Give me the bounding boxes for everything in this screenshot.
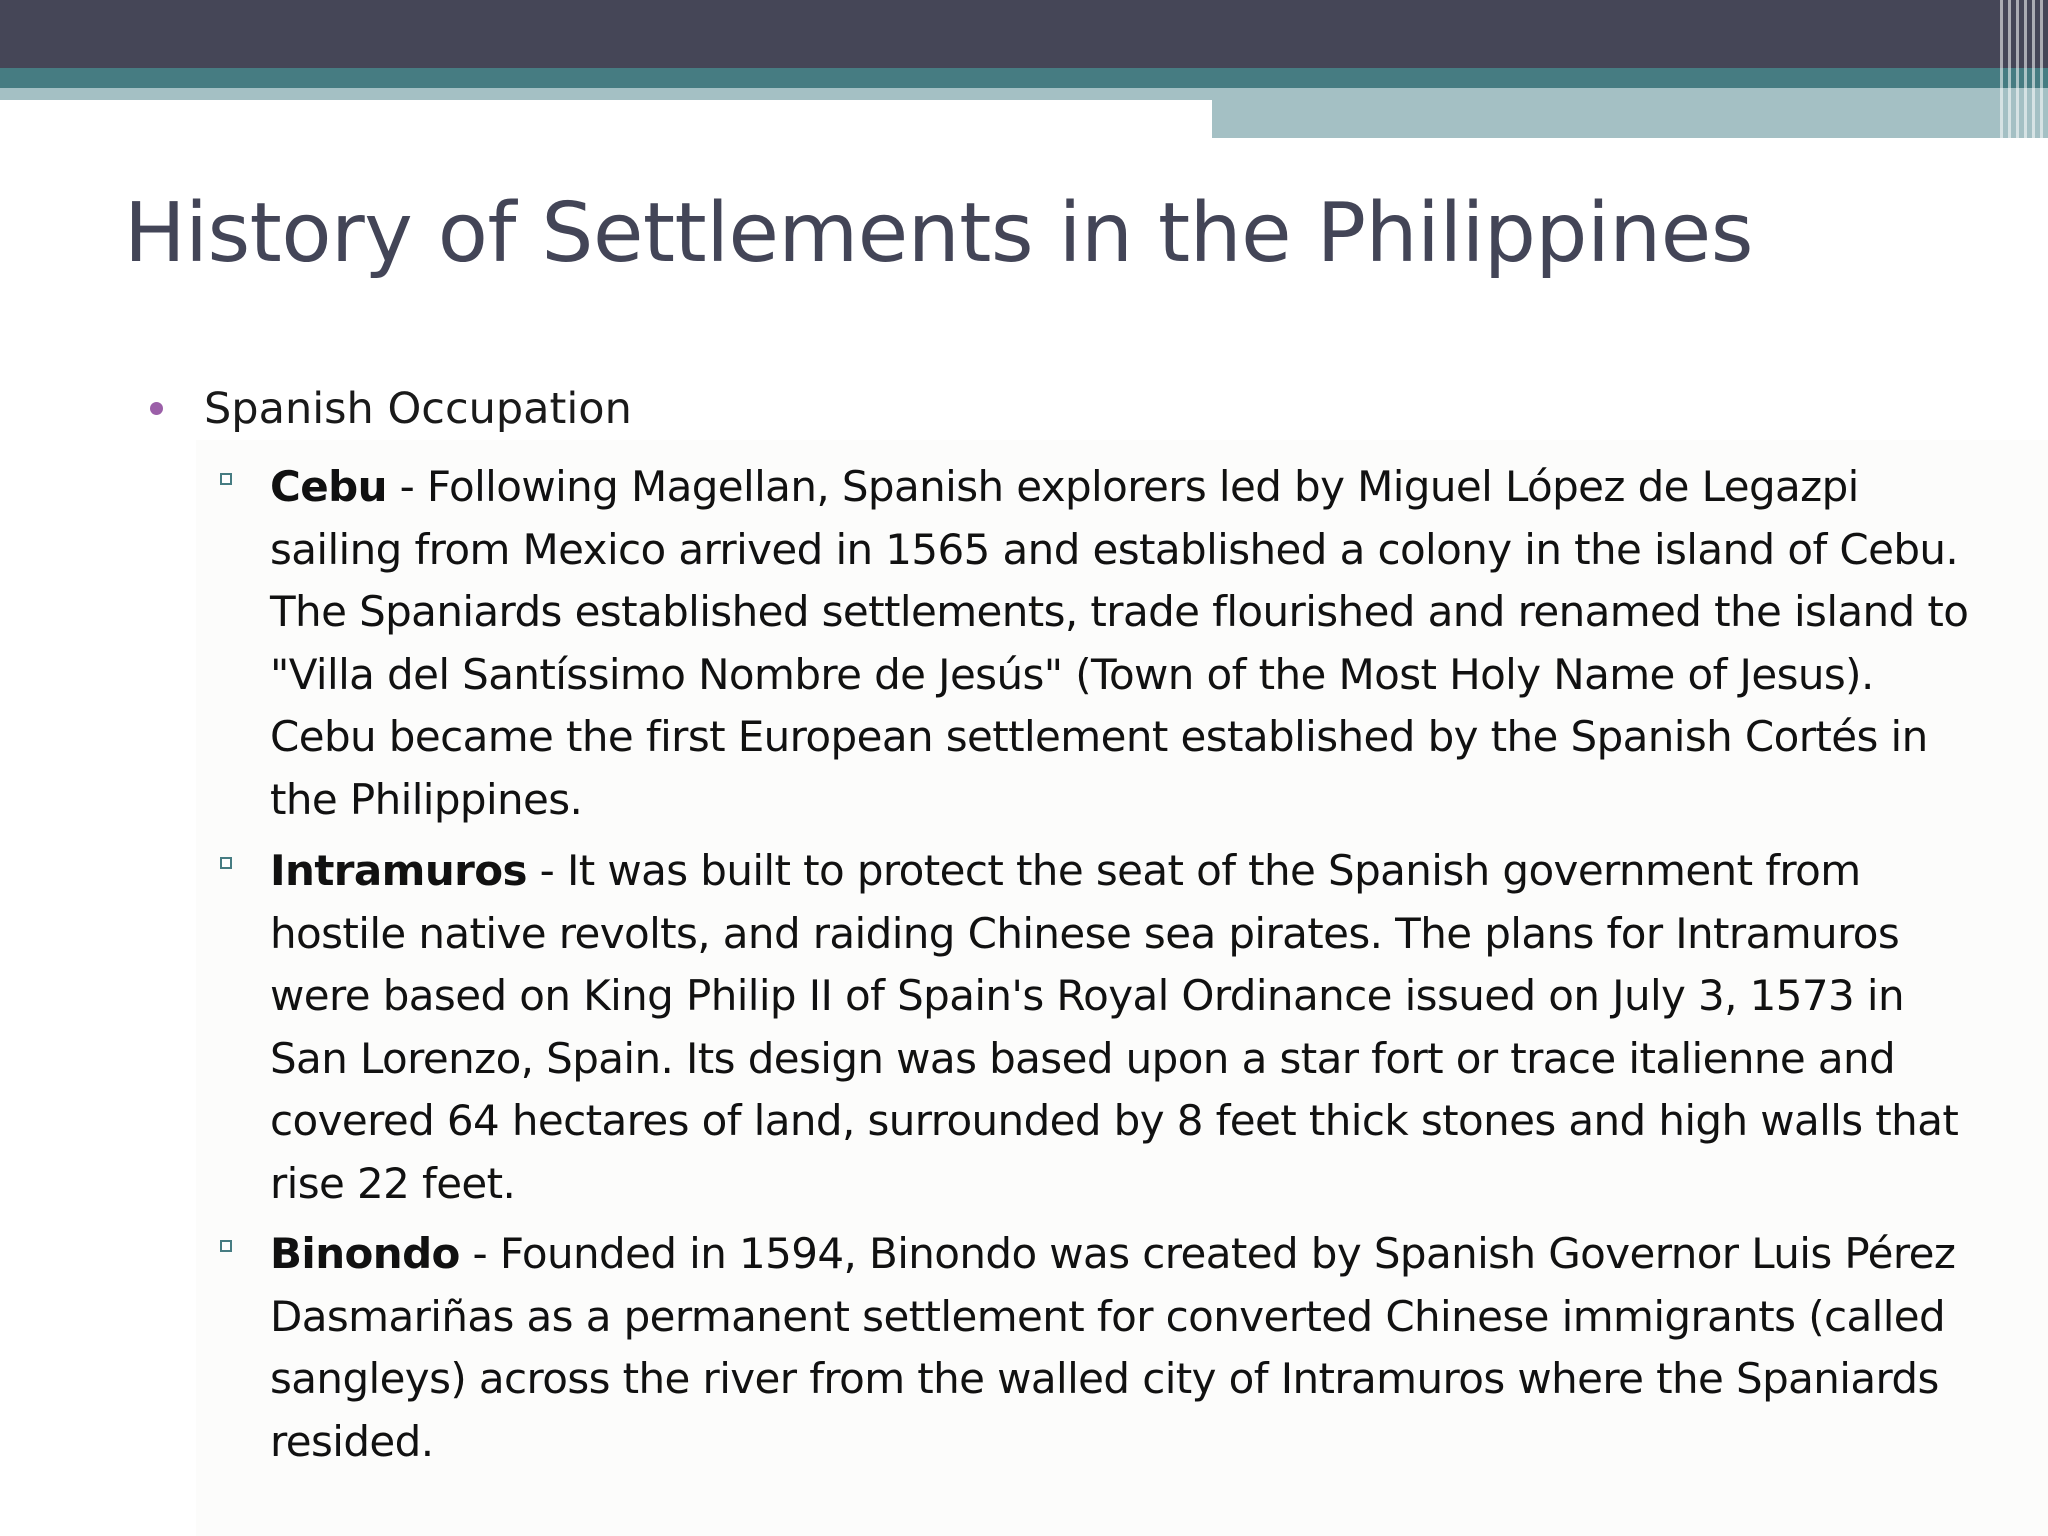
square-bullet-icon (220, 1240, 232, 1252)
bullet-binondo (270, 1223, 1990, 1473)
header-stripes-decoration (2000, 0, 2048, 138)
header-band-dark (0, 0, 2048, 68)
bullet-text: - Following Magellan, Spanish explorers led by Miguel López de Legazpi sailing from Mexico arrived in 1565 and established a colony in the island of Cebu. The Spaniards established settlements, trade flourished and renamed the island to "Villa del Santíssimo Nombre de Jesús" (Town of the Most Holy Name of Jesus). Cebu became the first European settlement established by the Spanish Cortés in the Philippines. (270, 462, 1969, 824)
bullet-intramuros (270, 840, 1990, 1215)
square-bullet-icon (220, 857, 232, 869)
bullet-term: Intramuros (270, 846, 527, 895)
slide-title: History of Settlements in the Philippines (124, 186, 1753, 281)
round-bullet-icon (150, 402, 163, 415)
bullet-text: - Founded in 1594, Binondo was created by Spanish Governor Luis Pérez Dasmariñas as a permanent settlement for converted Chinese immigrants (called sangleys) across the river from the walled city of Intramuros where the Spaniards resided. (270, 1229, 1956, 1466)
bullet-text: - It was built to protect the seat of the Spanish government from hostile native revolts, and raiding Chinese sea pirates. The plans for Intramuros were based on King Philip II of Spain's Royal Ordinance issued on July 3, 1573 in San Lorenzo, Spain. Its design was based upon a star fort or trace italienne and covered 64 hectares of land, surrounded by 8 feet thick stones and high walls that rise 22 feet. (270, 846, 1959, 1208)
bullet-cebu (270, 456, 1990, 831)
header-band-light-left (0, 88, 1212, 100)
bullet-term: Cebu (270, 462, 387, 511)
square-bullet-icon (220, 473, 232, 485)
header-band-teal (0, 68, 2048, 88)
bullet-term: Binondo (270, 1229, 460, 1278)
bullet-spanish-occupation: Spanish Occupation (204, 384, 632, 434)
header-band-light-right (1212, 88, 2048, 138)
